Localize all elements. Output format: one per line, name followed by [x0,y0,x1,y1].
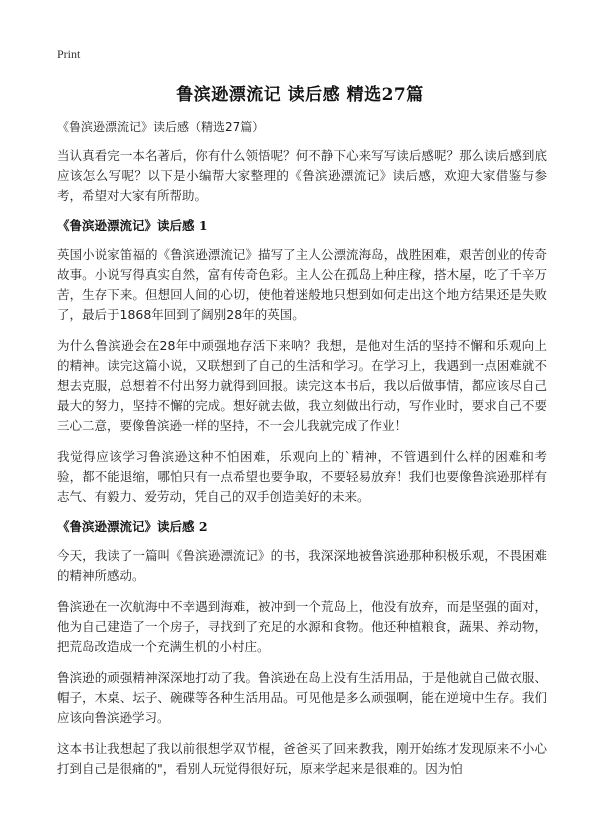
intro-paragraph: 当认真看完一本名著后，你有什么领悟呢？何不静下心来写写读后感呢？那么读后感到底应该怎么写呢？以下是小编帮大家整理的《鲁滨逊漂流记》读后感，欢迎大家借鉴与参考，希望对大家有所帮助。 [57,148,547,203]
section-2-paragraph-4: 这本书让我想起了我以前很想学双节棍，爸爸买了回来教我，刚开始练才发现原来不小心打到自己是很痛的"，看别人玩觉得很好玩，原来学起来是很难的。因为怕 [57,741,547,776]
print-link[interactable]: Print [57,47,81,61]
document-body [57,118,547,790]
document-subtitle: 《鲁滨逊漂流记》读后感（精选27篇） [57,120,265,134]
section-2-paragraph-1: 今天，我读了一篇叫《鲁滨逊漂流记》的书，我深深地被鲁滨逊那种积极乐观，不畏困难的精神所感动。 [57,548,547,583]
section-1-paragraph-1: 英国小说家笛福的《鲁滨逊漂流记》描写了主人公漂流海岛，战胜困难，艰苦创业的传奇故事。小说写得真实自然，富有传奇色彩。主人公在孤岛上种庄稼，搭木屋，吃了千辛万苦，生存下来。但想回人间的心切，使他着迷般地只想到如何走出这个地方结果还是失败了，最后于1868年回到了阔别28年的英国。 [57,247,547,322]
document-title: 鲁滨逊漂流记 读后感 精选27篇 [176,85,424,105]
section-2-paragraph-2: 鲁滨逊在一次航海中不幸遇到海难，被冲到一个荒岛上，他没有放弃，而是坚强的面对，他为自己建造了一个房子，寻找到了充足的水源和食物。他还种植粮食，蔬果、养动物，把荒岛改造成一个充满生机的小村庄。 [57,599,547,654]
section-1-paragraph-2: 为什么鲁滨逊会在28年中顽强地存活下来呐？我想，是他对生活的坚持不懈和乐观向上的精神。读完这篇小说，又联想到了自己的生活和学习。在学习上，我遇到一点困难就不想去克服，总想着不付出努力就得到回报。读完这本书后，我以后做事情，都应该尽自己最大的努力，坚持不懈的完成。想好就去做，我立刻做出行动，写作业时，要求自己不要三心二意，要像鲁滨逊一样的坚持，不一会儿我就完成了作业！ [57,338,547,433]
section-1-paragraph-3: 我觉得应该学习鲁滨逊这种不怕困难，乐观向上的`精神，不管遇到什么样的困难和考验，都不能退缩，哪怕只有一点希望也要争取，不要轻易放弃！我们也要像鲁滨逊那样有志气、有毅力、爱劳动，凭自己的双手创造美好的未来。 [57,449,547,504]
section-heading-1: 《鲁滨逊漂流记》读后感 1 [57,218,208,233]
section-heading-2: 《鲁滨逊漂流记》读后感 2 [57,519,208,534]
section-2-paragraph-3: 鲁滨逊的顽强精神深深地打动了我。鲁滨逊在岛上没有生活用品，于是他就自己做衣服、帽子，木桌、坛子、碗碟等各种生活用品。可见他是多么顽强啊，能在逆境中生存。我们应该向鲁滨逊学习。 [57,670,547,725]
